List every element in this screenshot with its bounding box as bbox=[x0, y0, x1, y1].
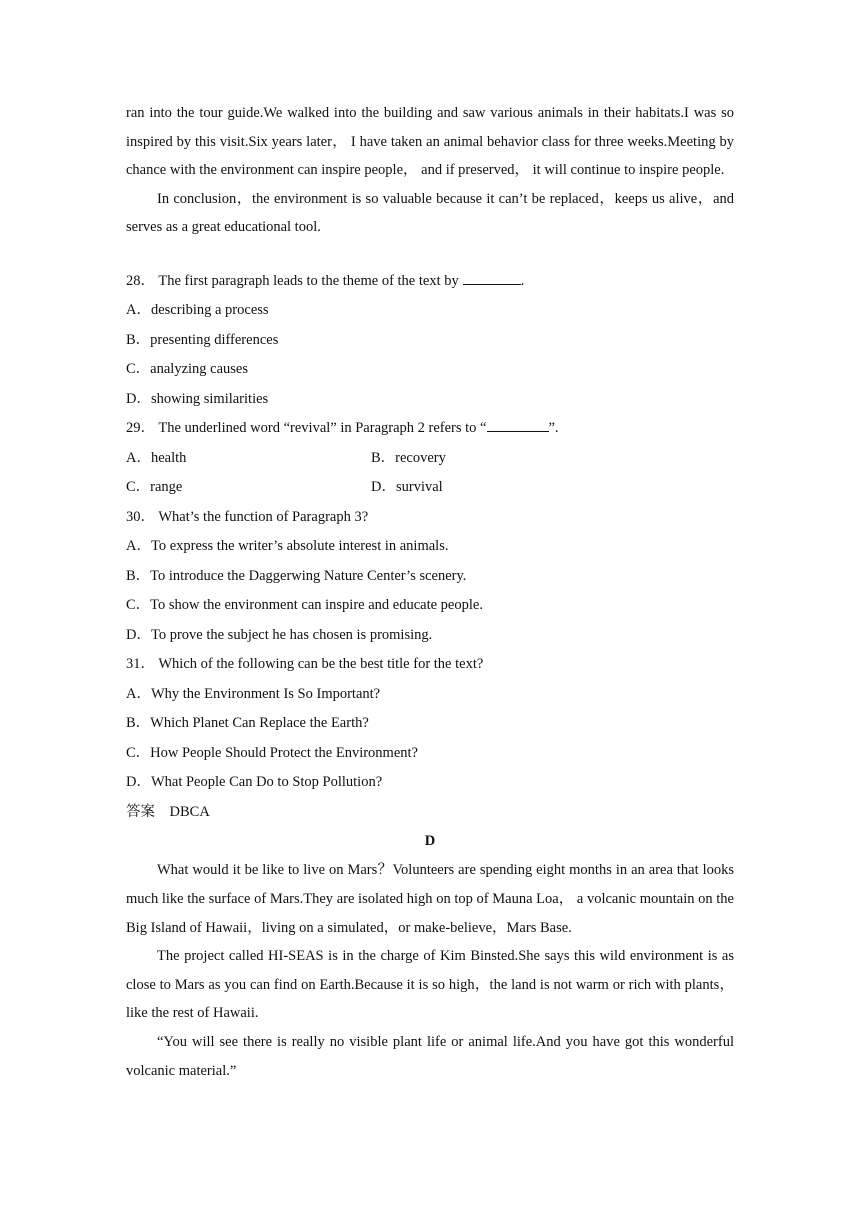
passage-d-title: D bbox=[424, 833, 436, 850]
spacer bbox=[126, 242, 734, 267]
answer-blank bbox=[463, 270, 521, 285]
question-28-option-a: A．describing a process bbox=[126, 302, 269, 319]
passage-c-conclusion: In conclusion，the environment is so valuable because it can’t be replaced，keeps us alive，and serves as a great educational tool. bbox=[126, 190, 734, 236]
question-30-option-d: D．To prove the subject he has chosen is promising. bbox=[126, 626, 433, 643]
passage-c-paragraph-end: ran into the tour guide.We walked into the building and saw various animals in their habitats.I was so inspired by this visit.Six years later， I have taken an animal behavior class for three weeks.Meeting by chance with the environment can inspire people， and if preserved， it will continue to inspire people. bbox=[126, 105, 734, 179]
question-31-option-c: C．How People Should Protect the Environment? bbox=[126, 744, 418, 761]
passage-d-paragraph-3: “You will see there is really no visible plant life or animal life.And you have got this wonderful volcanic material.” bbox=[126, 1034, 734, 1079]
question-29-options-row-1 bbox=[126, 444, 734, 474]
question-29-options-row-2 bbox=[126, 473, 734, 503]
question-28-stem: 28． The first paragraph leads to the theme of the text by . bbox=[126, 267, 734, 297]
question-29-option-d: D．survival bbox=[371, 479, 443, 496]
answer-blank bbox=[487, 417, 549, 432]
question-30-option-a: A．To express the writer’s absolute interest in animals. bbox=[126, 538, 449, 555]
document-page bbox=[126, 99, 734, 1085]
question-28-option-b: B．presenting differences bbox=[126, 331, 279, 348]
question-28-option-c: C．analyzing causes bbox=[126, 361, 249, 378]
question-31-stem: 31． Which of the following can be the best title for the text? bbox=[126, 656, 484, 673]
passage-d-paragraph-1: What would it be like to live on Mars？Volunteers are spending eight months in an area that looks much like the surface of Mars.They are isolated high on top of Mauna Loa， a volcanic mountain on the Big Island of Hawaii，living on a simulated，or make-believe，Mars Base. bbox=[126, 862, 734, 936]
question-29-option-a: A．health bbox=[126, 449, 187, 466]
question-31-option-a: A．Why the Environment Is So Important? bbox=[126, 685, 381, 702]
passage-d-paragraph-2: The project called HI-SEAS is in the charge of Kim Binsted.She says this wild environment is as close to Mars as you can find on Earth.Because it is so high，the land is not warm or rich with plants，like the rest of Hawaii. bbox=[126, 948, 734, 1022]
question-30-stem: 30． What’s the function of Paragraph 3? bbox=[126, 508, 369, 525]
question-29-option-b: B．recovery bbox=[371, 449, 446, 466]
question-31-option-d: D．What People Can Do to Stop Pollution? bbox=[126, 774, 383, 791]
question-28-option-d: D．showing similarities bbox=[126, 390, 269, 407]
question-30-option-c: C．To show the environment can inspire and educate people. bbox=[126, 597, 483, 614]
question-31-option-b: B．Which Planet Can Replace the Earth? bbox=[126, 715, 369, 732]
question-29-stem: 29． The underlined word “revival” in Paragraph 2 refers to “ ”. bbox=[126, 414, 734, 444]
question-29-option-c: C．range bbox=[126, 479, 183, 496]
question-30-option-b: B．To introduce the Daggerwing Nature Center’s scenery. bbox=[126, 567, 467, 584]
answer-key: 答案 DBCA bbox=[126, 803, 210, 820]
